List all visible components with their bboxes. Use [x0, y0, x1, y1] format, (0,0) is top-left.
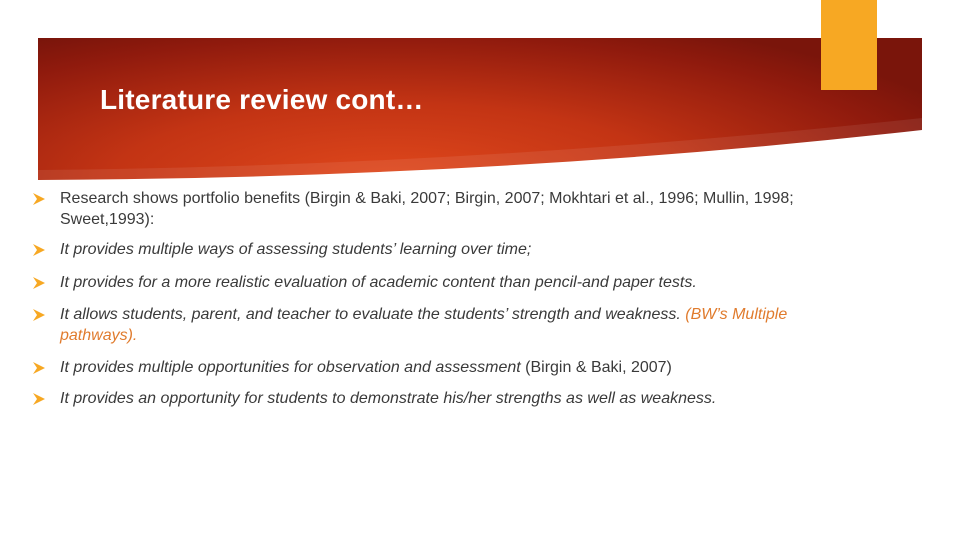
bullet-highlight-continued: pathways). [60, 327, 138, 344]
accent-tab [821, 0, 877, 90]
diamond-bullet-icon [32, 308, 46, 322]
bullet-text-continued: Sweet,1993): [60, 211, 155, 228]
slide-title: Literature review cont… [100, 84, 424, 115]
bullet-text: It provides multiple ways of assessing students’ learning over time; [60, 241, 532, 258]
bullet-text: It provides multiple opportunities for observation and assessment [60, 359, 526, 376]
diamond-bullet-icon [32, 361, 46, 375]
bullet-highlight: (BW’s Multiple [685, 306, 788, 323]
diamond-bullet-icon [32, 192, 46, 206]
bullet-citation: (Birgin & Baki, 2007) [525, 359, 672, 376]
bullet-text: It provides for a more realistic evaluation of academic content than pencil-and paper tests. [60, 274, 697, 291]
bullet-text: It allows students, parent, and teacher to evaluate the students’ strength and weakness. [60, 306, 686, 323]
diamond-bullet-icon [32, 392, 46, 406]
diamond-bullet-icon [32, 243, 46, 257]
diamond-bullet-icon [32, 276, 46, 290]
bullet-text: Research shows portfolio benefits (Birgin & Baki, 2007; Birgin, 2007; Mokhtari et al., 1996; Mullin, 1998; [60, 190, 794, 207]
bullet-text: It provides an opportunity for students to demonstrate his/her strengths as well as weakness. [60, 390, 717, 407]
